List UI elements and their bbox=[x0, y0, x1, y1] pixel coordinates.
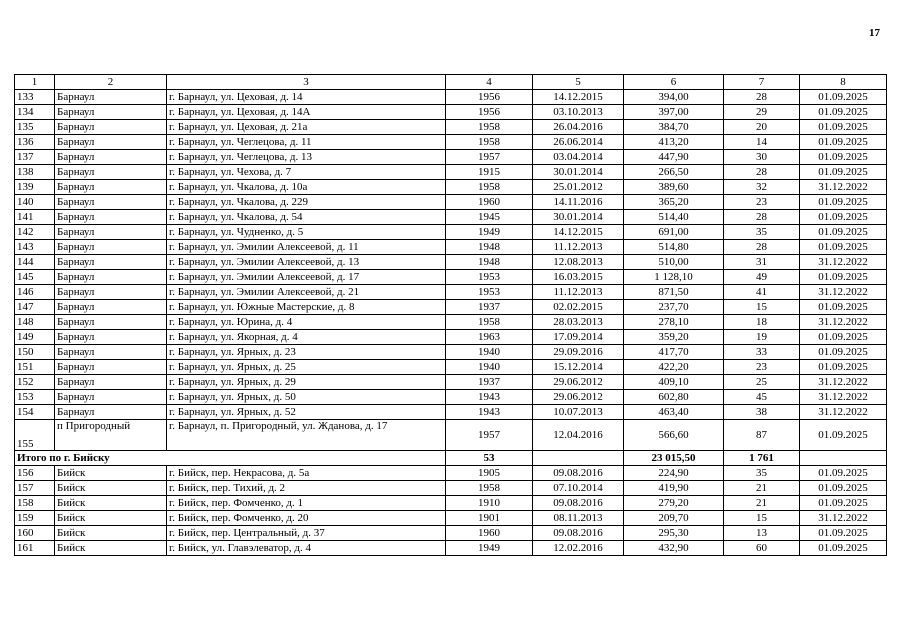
cell-row-number: 140 bbox=[15, 195, 55, 210]
cell-survey-date: 03.10.2013 bbox=[533, 105, 624, 120]
cell-area: 409,10 bbox=[624, 375, 724, 390]
cell-relocation-deadline: 01.09.2025 bbox=[800, 150, 887, 165]
table-row bbox=[15, 135, 887, 150]
cell-area: 514,40 bbox=[624, 210, 724, 225]
cell-residents: 20 bbox=[724, 120, 800, 135]
cell-survey-date: 16.03.2015 bbox=[533, 270, 624, 285]
cell-build-year: 1953 bbox=[446, 270, 533, 285]
cell-survey-date: 12.08.2013 bbox=[533, 255, 624, 270]
cell-city: Бийск bbox=[55, 466, 167, 481]
cell-city: Барнаул bbox=[55, 180, 167, 195]
cell-relocation-deadline: 01.09.2025 bbox=[800, 210, 887, 225]
cell-row-number: 155 bbox=[15, 420, 55, 451]
cell-row-number: 151 bbox=[15, 360, 55, 375]
cell-survey-date: 10.07.2013 bbox=[533, 405, 624, 420]
cell-survey-date: 09.08.2016 bbox=[533, 466, 624, 481]
cell-build-year: 1937 bbox=[446, 300, 533, 315]
cell-relocation-deadline: 31.12.2022 bbox=[800, 285, 887, 300]
cell-build-year: 1960 bbox=[446, 526, 533, 541]
cell-build-year: 1905 bbox=[446, 466, 533, 481]
table-row bbox=[15, 195, 887, 210]
table-row bbox=[15, 466, 887, 481]
table-row bbox=[15, 210, 887, 225]
cell-address: г. Барнаул, ул. Ярных, д. 23 bbox=[167, 345, 446, 360]
cell-build-year: 1943 bbox=[446, 405, 533, 420]
cell-build-year: 1940 bbox=[446, 360, 533, 375]
cell-row-number: 153 bbox=[15, 390, 55, 405]
cell-row-number: 147 bbox=[15, 300, 55, 315]
cell-address: г. Барнаул, ул. Чкалова, д. 10а bbox=[167, 180, 446, 195]
table-row bbox=[15, 105, 887, 120]
cell-survey-date: 11.12.2013 bbox=[533, 285, 624, 300]
cell-relocation-deadline: 01.09.2025 bbox=[800, 300, 887, 315]
cell-address: г. Бийск, пер. Некрасова, д. 5а bbox=[167, 466, 446, 481]
total-empty bbox=[533, 451, 624, 466]
cell-area: 413,20 bbox=[624, 135, 724, 150]
cell-build-year: 1956 bbox=[446, 105, 533, 120]
cell-row-number: 149 bbox=[15, 330, 55, 345]
cell-area: 279,20 bbox=[624, 496, 724, 511]
cell-build-year: 1958 bbox=[446, 135, 533, 150]
table-row bbox=[15, 541, 887, 556]
cell-row-number: 156 bbox=[15, 466, 55, 481]
cell-relocation-deadline: 31.12.2022 bbox=[800, 375, 887, 390]
table-row bbox=[15, 420, 887, 451]
cell-residents: 21 bbox=[724, 481, 800, 496]
cell-residents: 21 bbox=[724, 496, 800, 511]
table-row bbox=[15, 90, 887, 105]
cell-relocation-deadline: 31.12.2022 bbox=[800, 315, 887, 330]
cell-relocation-deadline: 01.09.2025 bbox=[800, 120, 887, 135]
cell-residents: 14 bbox=[724, 135, 800, 150]
cell-row-number: 152 bbox=[15, 375, 55, 390]
table-row bbox=[15, 481, 887, 496]
cell-area: 417,70 bbox=[624, 345, 724, 360]
cell-row-number: 134 bbox=[15, 105, 55, 120]
table-row bbox=[15, 315, 887, 330]
cell-survey-date: 12.04.2016 bbox=[533, 420, 624, 451]
cell-survey-date: 29.06.2012 bbox=[533, 375, 624, 390]
cell-address: г. Барнаул, ул. Эмилии Алексеевой, д. 17 bbox=[167, 270, 446, 285]
cell-residents: 13 bbox=[724, 526, 800, 541]
cell-survey-date: 09.08.2016 bbox=[533, 496, 624, 511]
cell-city: Барнаул bbox=[55, 360, 167, 375]
housing-registry-table bbox=[14, 74, 887, 556]
cell-city: Барнаул bbox=[55, 90, 167, 105]
table-row bbox=[15, 345, 887, 360]
cell-residents: 23 bbox=[724, 360, 800, 375]
table-row bbox=[15, 390, 887, 405]
table-row bbox=[15, 120, 887, 135]
cell-survey-date: 12.02.2016 bbox=[533, 541, 624, 556]
cell-survey-date: 07.10.2014 bbox=[533, 481, 624, 496]
cell-survey-date: 17.09.2014 bbox=[533, 330, 624, 345]
total-area: 23 015,50 bbox=[624, 451, 724, 466]
cell-address: г. Барнаул, ул. Ярных, д. 50 bbox=[167, 390, 446, 405]
cell-area: 1 128,10 bbox=[624, 270, 724, 285]
cell-row-number: 138 bbox=[15, 165, 55, 180]
total-empty bbox=[800, 451, 887, 466]
cell-survey-date: 25.01.2012 bbox=[533, 180, 624, 195]
cell-area: 691,00 bbox=[624, 225, 724, 240]
cell-build-year: 1963 bbox=[446, 330, 533, 345]
cell-build-year: 1945 bbox=[446, 210, 533, 225]
cell-survey-date: 15.12.2014 bbox=[533, 360, 624, 375]
cell-survey-date: 03.04.2014 bbox=[533, 150, 624, 165]
cell-relocation-deadline: 01.09.2025 bbox=[800, 105, 887, 120]
cell-row-number: 135 bbox=[15, 120, 55, 135]
cell-relocation-deadline: 01.09.2025 bbox=[800, 90, 887, 105]
column-header: 8 bbox=[800, 75, 887, 90]
column-header: 1 bbox=[15, 75, 55, 90]
cell-build-year: 1960 bbox=[446, 195, 533, 210]
cell-build-year: 1958 bbox=[446, 315, 533, 330]
column-header: 6 bbox=[624, 75, 724, 90]
cell-row-number: 154 bbox=[15, 405, 55, 420]
cell-row-number: 141 bbox=[15, 210, 55, 225]
cell-address: г. Барнаул, ул. Юрина, д. 4 bbox=[167, 315, 446, 330]
cell-row-number: 158 bbox=[15, 496, 55, 511]
cell-address: г. Барнаул, ул. Чкалова, д. 54 bbox=[167, 210, 446, 225]
cell-residents: 28 bbox=[724, 240, 800, 255]
cell-residents: 35 bbox=[724, 466, 800, 481]
cell-build-year: 1901 bbox=[446, 511, 533, 526]
cell-city: Барнаул bbox=[55, 285, 167, 300]
cell-build-year: 1949 bbox=[446, 541, 533, 556]
cell-area: 602,80 bbox=[624, 390, 724, 405]
cell-city: Бийск bbox=[55, 541, 167, 556]
cell-build-year: 1958 bbox=[446, 481, 533, 496]
table-row bbox=[15, 180, 887, 195]
cell-residents: 28 bbox=[724, 90, 800, 105]
cell-address: г. Барнаул, ул. Ярных, д. 29 bbox=[167, 375, 446, 390]
cell-address: г. Барнаул, ул. Якорная, д. 4 bbox=[167, 330, 446, 345]
cell-city: Барнаул bbox=[55, 390, 167, 405]
cell-build-year: 1958 bbox=[446, 120, 533, 135]
cell-survey-date: 26.04.2016 bbox=[533, 120, 624, 135]
cell-area: 359,20 bbox=[624, 330, 724, 345]
cell-city: Барнаул bbox=[55, 150, 167, 165]
cell-relocation-deadline: 31.12.2022 bbox=[800, 255, 887, 270]
cell-build-year: 1949 bbox=[446, 225, 533, 240]
column-number-row bbox=[15, 75, 887, 90]
cell-city: Барнаул bbox=[55, 270, 167, 285]
cell-survey-date: 29.06.2012 bbox=[533, 390, 624, 405]
cell-city: Бийск bbox=[55, 481, 167, 496]
cell-address: г. Бийск, пер. Центральный, д. 37 bbox=[167, 526, 446, 541]
cell-residents: 18 bbox=[724, 315, 800, 330]
cell-row-number: 144 bbox=[15, 255, 55, 270]
cell-residents: 33 bbox=[724, 345, 800, 360]
table-row bbox=[15, 511, 887, 526]
cell-residents: 25 bbox=[724, 375, 800, 390]
cell-address: г. Барнаул, ул. Ярных, д. 25 bbox=[167, 360, 446, 375]
table-row bbox=[15, 285, 887, 300]
cell-address: г. Барнаул, ул. Чкалова, д. 229 bbox=[167, 195, 446, 210]
cell-area: 295,30 bbox=[624, 526, 724, 541]
table-row bbox=[15, 360, 887, 375]
cell-build-year: 1958 bbox=[446, 180, 533, 195]
cell-area: 447,90 bbox=[624, 150, 724, 165]
cell-relocation-deadline: 01.09.2025 bbox=[800, 466, 887, 481]
cell-relocation-deadline: 31.12.2022 bbox=[800, 390, 887, 405]
cell-residents: 28 bbox=[724, 210, 800, 225]
cell-residents: 49 bbox=[724, 270, 800, 285]
cell-address: г. Бийск, ул. Главэлеватор, д. 4 bbox=[167, 541, 446, 556]
cell-residents: 41 bbox=[724, 285, 800, 300]
cell-relocation-deadline: 01.09.2025 bbox=[800, 481, 887, 496]
column-header: 2 bbox=[55, 75, 167, 90]
cell-city: Барнаул bbox=[55, 315, 167, 330]
cell-survey-date: 28.03.2013 bbox=[533, 315, 624, 330]
cell-area: 419,90 bbox=[624, 481, 724, 496]
cell-city: Барнаул bbox=[55, 105, 167, 120]
cell-area: 422,20 bbox=[624, 360, 724, 375]
cell-build-year: 1943 bbox=[446, 390, 533, 405]
cell-address: г. Барнаул, ул. Эмилии Алексеевой, д. 11 bbox=[167, 240, 446, 255]
cell-build-year: 1957 bbox=[446, 150, 533, 165]
cell-row-number: 143 bbox=[15, 240, 55, 255]
cell-city: Бийск bbox=[55, 496, 167, 511]
cell-city: Барнаул bbox=[55, 165, 167, 180]
cell-relocation-deadline: 01.09.2025 bbox=[800, 360, 887, 375]
table-row bbox=[15, 330, 887, 345]
cell-residents: 19 bbox=[724, 330, 800, 345]
cell-area: 389,60 bbox=[624, 180, 724, 195]
cell-survey-date: 08.11.2013 bbox=[533, 511, 624, 526]
cell-residents: 87 bbox=[724, 420, 800, 451]
cell-area: 510,00 bbox=[624, 255, 724, 270]
table-row bbox=[15, 270, 887, 285]
table-row bbox=[15, 526, 887, 541]
cell-address: г. Барнаул, ул. Цеховая, д. 14А bbox=[167, 105, 446, 120]
cell-relocation-deadline: 31.12.2022 bbox=[800, 180, 887, 195]
cell-address: г. Барнаул, ул. Чудненко, д. 5 bbox=[167, 225, 446, 240]
cell-build-year: 1957 bbox=[446, 420, 533, 451]
cell-survey-date: 02.02.2015 bbox=[533, 300, 624, 315]
cell-residents: 60 bbox=[724, 541, 800, 556]
cell-build-year: 1953 bbox=[446, 285, 533, 300]
total-row bbox=[15, 451, 887, 466]
page-number: 17 bbox=[869, 27, 880, 39]
cell-residents: 23 bbox=[724, 195, 800, 210]
cell-city: Барнаул bbox=[55, 195, 167, 210]
cell-relocation-deadline: 01.09.2025 bbox=[800, 330, 887, 345]
cell-row-number: 133 bbox=[15, 90, 55, 105]
cell-address: г. Барнаул, ул. Чеглецова, д. 13 bbox=[167, 150, 446, 165]
cell-address: г. Бийск, пер. Тихий, д. 2 bbox=[167, 481, 446, 496]
cell-residents: 30 bbox=[724, 150, 800, 165]
cell-address: г. Барнаул, ул. Эмилии Алексеевой, д. 21 bbox=[167, 285, 446, 300]
cell-residents: 28 bbox=[724, 165, 800, 180]
cell-residents: 32 bbox=[724, 180, 800, 195]
cell-area: 463,40 bbox=[624, 405, 724, 420]
cell-relocation-deadline: 31.12.2022 bbox=[800, 511, 887, 526]
cell-address: г. Барнаул, ул. Чеглецова, д. 11 bbox=[167, 135, 446, 150]
cell-relocation-deadline: 01.09.2025 bbox=[800, 135, 887, 150]
cell-city: Барнаул bbox=[55, 300, 167, 315]
cell-survey-date: 30.01.2014 bbox=[533, 165, 624, 180]
cell-build-year: 1937 bbox=[446, 375, 533, 390]
cell-city: Барнаул bbox=[55, 375, 167, 390]
column-header: 3 bbox=[167, 75, 446, 90]
table-row bbox=[15, 150, 887, 165]
cell-address: г. Бийск, пер. Фомченко, д. 1 bbox=[167, 496, 446, 511]
cell-area: 365,20 bbox=[624, 195, 724, 210]
cell-row-number: 142 bbox=[15, 225, 55, 240]
cell-row-number: 136 bbox=[15, 135, 55, 150]
cell-row-number: 150 bbox=[15, 345, 55, 360]
cell-relocation-deadline: 01.09.2025 bbox=[800, 225, 887, 240]
cell-area: 224,90 bbox=[624, 466, 724, 481]
cell-survey-date: 29.09.2016 bbox=[533, 345, 624, 360]
cell-relocation-deadline: 01.09.2025 bbox=[800, 345, 887, 360]
cell-residents: 15 bbox=[724, 511, 800, 526]
cell-address: г. Барнаул, ул. Ярных, д. 52 bbox=[167, 405, 446, 420]
column-header: 4 bbox=[446, 75, 533, 90]
cell-survey-date: 09.08.2016 bbox=[533, 526, 624, 541]
column-header: 7 bbox=[724, 75, 800, 90]
cell-area: 514,80 bbox=[624, 240, 724, 255]
cell-residents: 45 bbox=[724, 390, 800, 405]
table-row bbox=[15, 375, 887, 390]
cell-relocation-deadline: 01.09.2025 bbox=[800, 420, 887, 451]
table-row bbox=[15, 496, 887, 511]
table-row bbox=[15, 255, 887, 270]
cell-address: г. Барнаул, п. Пригородный, ул. Жданова, д. 17 bbox=[167, 420, 446, 451]
cell-city: Барнаул bbox=[55, 225, 167, 240]
cell-relocation-deadline: 01.09.2025 bbox=[800, 541, 887, 556]
cell-survey-date: 14.11.2016 bbox=[533, 195, 624, 210]
cell-area: 278,10 bbox=[624, 315, 724, 330]
cell-row-number: 160 bbox=[15, 526, 55, 541]
cell-city: Барнаул bbox=[55, 240, 167, 255]
cell-area: 397,00 bbox=[624, 105, 724, 120]
cell-relocation-deadline: 01.09.2025 bbox=[800, 496, 887, 511]
cell-build-year: 1948 bbox=[446, 240, 533, 255]
cell-residents: 35 bbox=[724, 225, 800, 240]
cell-relocation-deadline: 01.09.2025 bbox=[800, 195, 887, 210]
cell-row-number: 146 bbox=[15, 285, 55, 300]
cell-address: г. Барнаул, ул. Чехова, д. 7 bbox=[167, 165, 446, 180]
cell-survey-date: 14.12.2015 bbox=[533, 225, 624, 240]
cell-residents: 29 bbox=[724, 105, 800, 120]
cell-relocation-deadline: 01.09.2025 bbox=[800, 165, 887, 180]
cell-area: 266,50 bbox=[624, 165, 724, 180]
cell-address: г. Барнаул, ул. Цеховая, д. 21а bbox=[167, 120, 446, 135]
cell-area: 871,50 bbox=[624, 285, 724, 300]
cell-area: 432,90 bbox=[624, 541, 724, 556]
cell-build-year: 1910 bbox=[446, 496, 533, 511]
cell-city: Барнаул bbox=[55, 120, 167, 135]
cell-address: г. Бийск, пер. Фомченко, д. 20 bbox=[167, 511, 446, 526]
cell-survey-date: 14.12.2015 bbox=[533, 90, 624, 105]
cell-city: Барнаул bbox=[55, 330, 167, 345]
cell-city: п Пригородный bbox=[55, 420, 167, 451]
cell-city: Барнаул bbox=[55, 255, 167, 270]
cell-city: Барнаул bbox=[55, 210, 167, 225]
cell-address: г. Барнаул, ул. Эмилии Алексеевой, д. 13 bbox=[167, 255, 446, 270]
cell-area: 566,60 bbox=[624, 420, 724, 451]
cell-city: Бийск bbox=[55, 526, 167, 541]
cell-address: г. Барнаул, ул. Цеховая, д. 14 bbox=[167, 90, 446, 105]
cell-build-year: 1915 bbox=[446, 165, 533, 180]
cell-build-year: 1948 bbox=[446, 255, 533, 270]
cell-build-year: 1956 bbox=[446, 90, 533, 105]
cell-relocation-deadline: 31.12.2022 bbox=[800, 405, 887, 420]
cell-row-number: 145 bbox=[15, 270, 55, 285]
column-header: 5 bbox=[533, 75, 624, 90]
cell-area: 394,00 bbox=[624, 90, 724, 105]
cell-city: Барнаул bbox=[55, 405, 167, 420]
cell-build-year: 1940 bbox=[446, 345, 533, 360]
cell-row-number: 159 bbox=[15, 511, 55, 526]
cell-relocation-deadline: 01.09.2025 bbox=[800, 526, 887, 541]
table-row bbox=[15, 300, 887, 315]
cell-address: г. Барнаул, ул. Южные Мастерские, д. 8 bbox=[167, 300, 446, 315]
cell-area: 209,70 bbox=[624, 511, 724, 526]
total-residents: 1 761 bbox=[724, 451, 800, 466]
cell-relocation-deadline: 01.09.2025 bbox=[800, 270, 887, 285]
cell-area: 237,70 bbox=[624, 300, 724, 315]
cell-row-number: 137 bbox=[15, 150, 55, 165]
cell-residents: 38 bbox=[724, 405, 800, 420]
cell-row-number: 148 bbox=[15, 315, 55, 330]
cell-city: Бийск bbox=[55, 511, 167, 526]
cell-relocation-deadline: 01.09.2025 bbox=[800, 240, 887, 255]
cell-city: Барнаул bbox=[55, 345, 167, 360]
table-row bbox=[15, 165, 887, 180]
cell-row-number: 139 bbox=[15, 180, 55, 195]
cell-residents: 31 bbox=[724, 255, 800, 270]
cell-survey-date: 30.01.2014 bbox=[533, 210, 624, 225]
table-row bbox=[15, 405, 887, 420]
cell-row-number: 157 bbox=[15, 481, 55, 496]
total-label: Итого по г. Бийску bbox=[15, 451, 446, 466]
table-row bbox=[15, 225, 887, 240]
total-count: 53 bbox=[446, 451, 533, 466]
cell-row-number: 161 bbox=[15, 541, 55, 556]
table-row bbox=[15, 240, 887, 255]
cell-survey-date: 11.12.2013 bbox=[533, 240, 624, 255]
cell-city: Барнаул bbox=[55, 135, 167, 150]
cell-area: 384,70 bbox=[624, 120, 724, 135]
cell-residents: 15 bbox=[724, 300, 800, 315]
cell-survey-date: 26.06.2014 bbox=[533, 135, 624, 150]
